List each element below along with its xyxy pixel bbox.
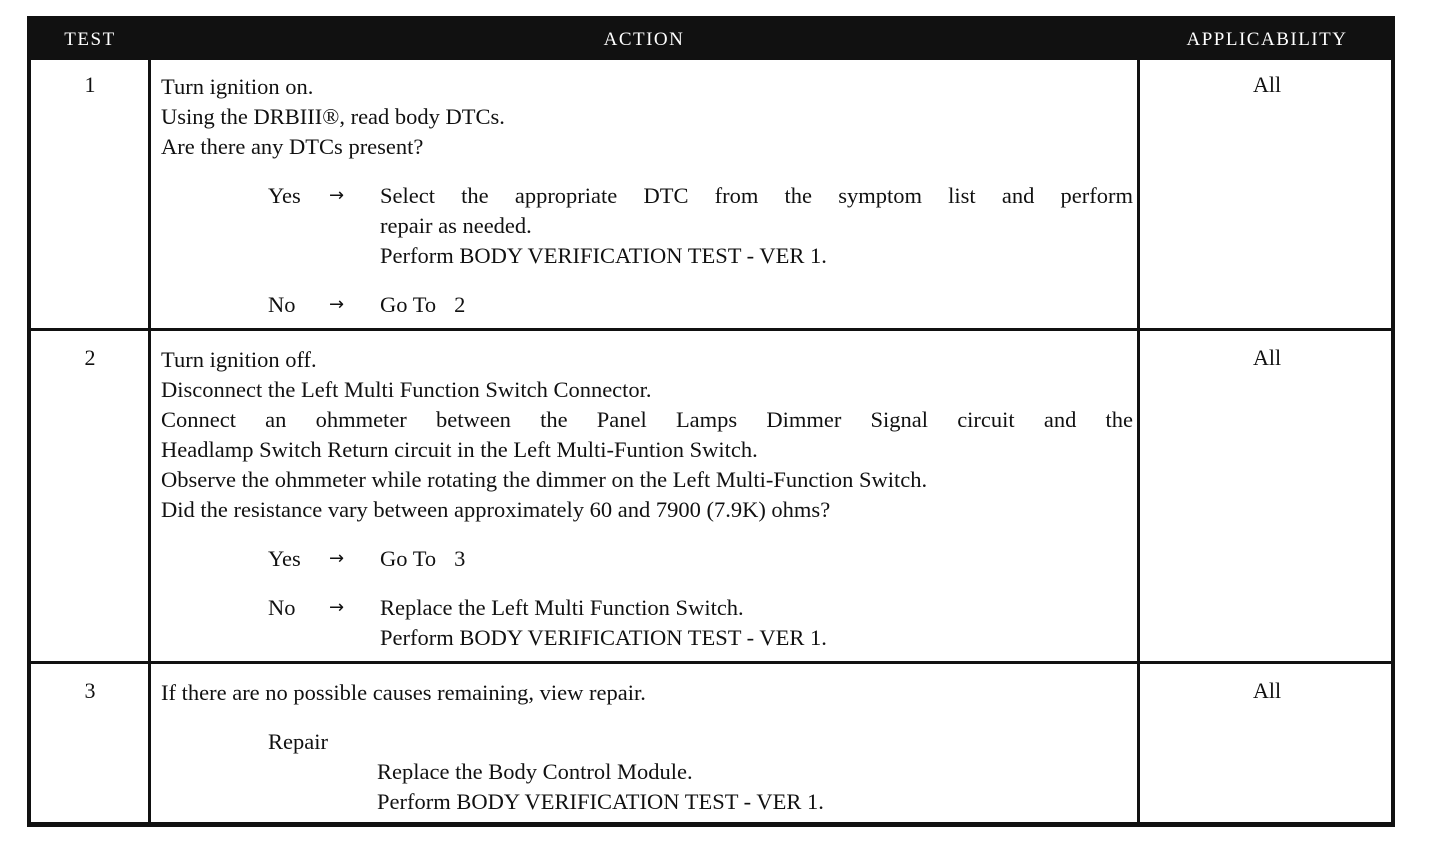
applicability-value: All	[1252, 72, 1282, 97]
instruction-line: Did the resistance vary between approximately 60 and 7900 (7.9K) ohms?	[161, 497, 831, 522]
response-line: repair as needed.	[380, 213, 532, 238]
goto-text: Go To	[380, 546, 437, 571]
response-line: Replace the Left Multi Function Switch.	[380, 595, 744, 620]
no-label: No	[268, 292, 296, 317]
action-cell	[161, 678, 1133, 817]
arrow-icon: →	[329, 294, 345, 315]
instruction-line: If there are no possible causes remaining, view repair.	[161, 680, 646, 705]
arrow-icon: →	[329, 548, 345, 569]
goto-step	[380, 290, 1133, 320]
applicability-value: All	[1252, 678, 1282, 703]
instruction-line: Observe the ohmmeter while rotating the dimmer on the Left Multi-Function Switch.	[161, 467, 928, 492]
goto-number: 3	[454, 546, 466, 571]
header-test: TEST	[64, 29, 116, 50]
instruction-line: Turn ignition off.	[161, 347, 317, 372]
table-row	[31, 58, 1391, 328]
instruction-line: Using the DRBIII®, read body DTCs.	[161, 104, 505, 129]
repair-steps	[377, 757, 1133, 817]
instruction-line: Are there any DTCs present?	[161, 134, 424, 159]
goto-text: Go To	[380, 292, 437, 317]
test-number: 3	[84, 678, 96, 703]
no-label: No	[268, 595, 296, 620]
instruction-line: Headlamp Switch Return circuit in the Left Multi-Funtion Switch.	[161, 437, 758, 462]
table-row	[31, 661, 1391, 828]
no-response	[161, 290, 1133, 320]
yes-response	[161, 544, 1133, 574]
response-line: Perform BODY VERIFICATION TEST - VER 1.	[380, 243, 827, 268]
header-action: ACTION	[603, 29, 685, 50]
test-number: 2	[84, 345, 96, 370]
applicability-value: All	[1252, 345, 1282, 370]
response-line: Select the appropriate DTC from the symptom list and perform	[380, 183, 1133, 208]
instruction-line: Turn ignition on.	[161, 74, 314, 99]
no-response	[161, 593, 1133, 653]
diagnostic-test-table	[27, 16, 1395, 827]
yes-response	[161, 181, 1133, 271]
table-row	[31, 328, 1391, 664]
action-cell	[161, 72, 1133, 320]
repair-label: Repair	[268, 729, 328, 754]
yes-label: Yes	[268, 183, 301, 208]
yes-label: Yes	[268, 546, 301, 571]
goto-step	[380, 544, 1133, 574]
header-applicability: APPLICABILITY	[1186, 29, 1348, 50]
repair-line: Perform BODY VERIFICATION TEST - VER 1.	[377, 789, 824, 814]
repair-line: Replace the Body Control Module.	[377, 759, 693, 784]
response-line: Perform BODY VERIFICATION TEST - VER 1.	[380, 625, 827, 650]
instruction-line: Connect an ohmmeter between the Panel Lamps Dimmer Signal circuit and the	[161, 407, 1133, 432]
action-cell	[161, 345, 1133, 653]
arrow-icon: →	[329, 185, 345, 206]
arrow-icon: →	[329, 597, 345, 618]
test-number: 1	[84, 72, 96, 97]
goto-number: 2	[454, 292, 466, 317]
instruction-line: Disconnect the Left Multi Function Switch Connector.	[161, 377, 652, 402]
table-header	[31, 20, 1391, 60]
